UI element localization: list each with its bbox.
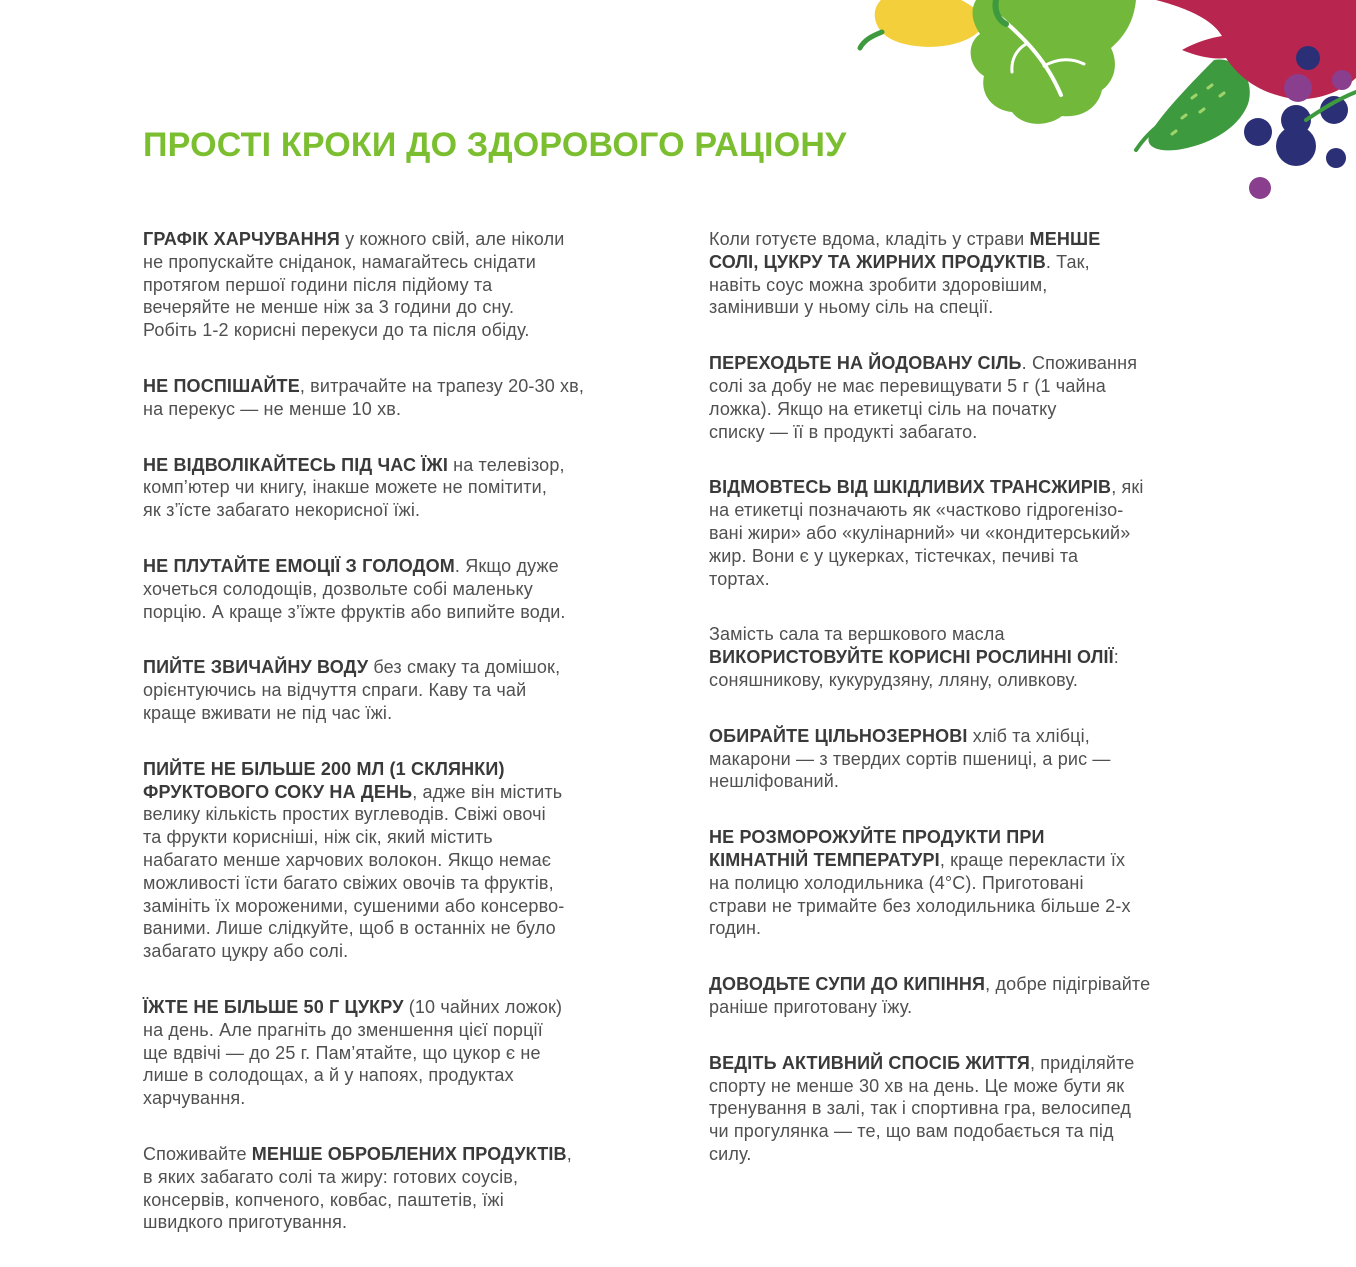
emphasis-text: НЕ ВІДВОЛІКАЙТЕСЬ ПІД ЧАС ЇЖІ bbox=[143, 454, 448, 475]
advice-paragraph bbox=[143, 758, 643, 963]
body-text: годин. bbox=[709, 918, 762, 939]
emphasis-text: ФРУКТОВОГО СОКУ НА ДЕНЬ bbox=[143, 781, 413, 802]
body-text: чи прогулянка — те, що вам подобається та під bbox=[709, 1121, 1114, 1142]
emphasis-text: МЕНШЕ ОБРОБЛЕНИХ ПРОДУКТІВ bbox=[251, 1143, 567, 1164]
body-text: харчування. bbox=[143, 1088, 246, 1109]
body-text: та фрукти корисніші, ніж сік, який містить bbox=[143, 827, 493, 848]
body-text: на етикетці позначають як «частково гідрогенізо- bbox=[709, 500, 1124, 521]
body-text: тренування в залі, так і спортивна гра, велосипед bbox=[709, 1098, 1132, 1119]
body-text: лише в солодощах, а й у напоях, продуктах bbox=[143, 1065, 514, 1086]
emphasis-text: НЕ РОЗМОРОЖУЙТЕ ПРОДУКТИ ПРИ bbox=[709, 827, 1045, 848]
body-text: хліб та хлібці, bbox=[967, 725, 1090, 746]
body-text: , адже він містить bbox=[412, 781, 563, 802]
body-text: , краще перекласти їх bbox=[939, 849, 1126, 870]
advice-paragraph bbox=[143, 375, 643, 421]
body-text: страви не тримайте без холодильника більше 2-х bbox=[709, 895, 1131, 916]
body-text: : bbox=[1113, 647, 1119, 668]
body-text: вечеряйте не менше ніж за 3 години до сну. bbox=[143, 297, 515, 318]
advice-paragraph bbox=[709, 973, 1209, 1019]
body-text: порцію. А краще з’їжте фруктів або випийте води. bbox=[143, 601, 566, 622]
body-text: як з’їсте забагато некорисної їжі. bbox=[143, 500, 421, 521]
advice-paragraph bbox=[709, 623, 1209, 691]
body-text: . Якщо дуже bbox=[454, 555, 559, 576]
advice-paragraph bbox=[143, 1143, 643, 1234]
body-text: , які bbox=[1111, 477, 1144, 498]
body-text: замініть їх мороженими, сушеними або консерво- bbox=[143, 895, 565, 916]
body-text: без смаку та домішок, bbox=[368, 657, 561, 678]
advice-paragraph bbox=[709, 1052, 1209, 1166]
body-text: на перекус — не менше 10 хв. bbox=[143, 398, 402, 419]
body-text: швидкого приготування. bbox=[143, 1212, 348, 1233]
body-text: макарони — з твердих сортів пшениці, а рис — bbox=[709, 748, 1111, 769]
emphasis-text: ОБИРАЙТЕ ЦІЛЬНОЗЕРНОВІ bbox=[709, 725, 968, 746]
body-text: силу. bbox=[709, 1143, 752, 1164]
body-text: краще вживати не під час їжі. bbox=[143, 702, 393, 723]
body-text: , витрачайте на трапезу 20-30 хв, bbox=[299, 375, 585, 396]
body-text: , bbox=[566, 1143, 572, 1164]
body-text: тортах. bbox=[709, 568, 770, 589]
body-text: забагато цукру або солі. bbox=[143, 941, 349, 962]
body-text: солі за добу не має перевищувати 5 г (1 чайна bbox=[709, 375, 1106, 396]
advice-paragraph bbox=[709, 352, 1209, 443]
body-text: консервів, копченого, ковбас, паштетів, їжі bbox=[143, 1189, 504, 1210]
emphasis-text: СОЛІ, ЦУКРУ ТА ЖИРНИХ ПРОДУКТІВ bbox=[709, 251, 1046, 272]
advice-paragraph bbox=[143, 454, 643, 522]
advice-paragraph bbox=[143, 555, 643, 623]
body-text: хочеться солодощів, дозвольте собі маленьку bbox=[143, 578, 533, 599]
vegetables-decoration bbox=[836, 0, 1356, 210]
beet-icon bbox=[1156, 0, 1356, 99]
advice-paragraph bbox=[709, 476, 1209, 590]
body-text: на день. Але прагніть до зменшення цієї порції bbox=[143, 1019, 543, 1040]
body-text: . Так, bbox=[1045, 251, 1090, 272]
emphasis-text: КІМНАТНІЙ ТЕМПЕРАТУРІ bbox=[709, 849, 940, 870]
body-text: нешліфований. bbox=[709, 771, 840, 792]
emphasis-text: ВЕДІТЬ АКТИВНИЙ СПОСІБ ЖИТТЯ bbox=[709, 1052, 1030, 1073]
body-text: соняшникову, кукурудзяну, лляну, оливкову. bbox=[709, 669, 1078, 690]
body-text: . Споживання bbox=[1021, 353, 1138, 374]
emphasis-text: ДОВОДЬТЕ СУПИ ДО КИПІННЯ bbox=[709, 974, 986, 995]
advice-paragraph bbox=[709, 228, 1209, 319]
body-text: списку — її в продукті забагато. bbox=[709, 421, 978, 442]
body-text: на полицю холодильника (4°С). Приготовані bbox=[709, 872, 1084, 893]
body-text: не пропускайте сніданок, намагайтесь снідати bbox=[143, 251, 536, 272]
advice-paragraph bbox=[709, 826, 1209, 940]
body-text: Споживайте bbox=[143, 1143, 252, 1164]
body-text: в яких забагато солі та жиру: готових соусів, bbox=[143, 1166, 519, 1187]
emphasis-text: ГРАФІК ХАРЧУВАННЯ bbox=[143, 229, 340, 249]
body-text: (10 чайних ложок) bbox=[403, 996, 563, 1017]
emphasis-text: ПИЙТЕ НЕ БІЛЬШЕ 200 МЛ (1 СКЛЯНКИ) bbox=[143, 758, 505, 779]
cucumber-icon bbox=[1136, 60, 1250, 151]
body-text: велику кількість простих вуглеводів. Свіжі овочі bbox=[143, 804, 546, 825]
advice-paragraph bbox=[143, 228, 643, 342]
body-text: , приділяйте bbox=[1029, 1052, 1135, 1073]
emphasis-text: НЕ ПЛУТАЙТЕ ЕМОЦІЇ З ГОЛОДОМ bbox=[143, 555, 455, 576]
advice-paragraph bbox=[143, 996, 643, 1110]
body-text: вані жири» або «кулінарний» чи «кондитерський» bbox=[709, 522, 1131, 543]
pepper-icon bbox=[860, 0, 986, 48]
advice-paragraph bbox=[143, 656, 643, 724]
advice-paragraph bbox=[709, 725, 1209, 793]
left-column bbox=[143, 228, 643, 1267]
body-text: на телевізор, bbox=[447, 454, 565, 475]
page-title: ПРОСТІ КРОКИ ДО ЗДОРОВОГО РАЦІОНУ bbox=[143, 126, 847, 164]
body-text: спорту не менше 30 хв на день. Це може бути як bbox=[709, 1075, 1125, 1096]
body-text: орієнтуючись на відчуття спраги. Каву та чай bbox=[143, 680, 527, 701]
body-text: протягом першої години після підйому та bbox=[143, 274, 493, 295]
body-text: Робіть 1-2 корисні перекуси до та після обіду. bbox=[143, 320, 530, 341]
body-text: комп’ютер чи книгу, інакше можете не помітити, bbox=[143, 477, 547, 498]
body-text: навіть соус можна зробити здоровішим, bbox=[709, 274, 1048, 295]
body-text: жир. Вони є у цукерках, тістечках, печиві та bbox=[709, 545, 1079, 566]
body-text: можливості їсти багато свіжих овочів та фруктів, bbox=[143, 872, 554, 893]
emphasis-text: ВИКОРИСТОВУЙТЕ КОРИСНІ РОСЛИННІ ОЛІЇ bbox=[709, 647, 1114, 668]
emphasis-text: НЕ ПОСПІШАЙТЕ bbox=[143, 375, 300, 396]
emphasis-text: МЕНШЕ bbox=[1029, 229, 1101, 249]
body-text: раніше приготовану їжу. bbox=[709, 996, 913, 1017]
body-text: Коли готуєте вдома, кладіть у страви bbox=[709, 229, 1030, 249]
right-column bbox=[709, 228, 1209, 1199]
body-text: замінивши у ньому сіль на спеції. bbox=[709, 297, 994, 318]
body-text: ще вдвічі — до 25 г. Пам’ятайте, що цукор є не bbox=[143, 1042, 541, 1063]
emphasis-text: ВІДМОВТЕСЬ ВІД ШКІДЛИВИХ ТРАНСЖИРІВ bbox=[709, 477, 1112, 498]
emphasis-text: ПЕРЕХОДЬТЕ НА ЙОДОВАНУ СІЛЬ bbox=[709, 353, 1022, 374]
body-text: Замість сала та вершкового масла bbox=[709, 624, 1005, 645]
emphasis-text: ПИЙТЕ ЗВИЧАЙНУ ВОДУ bbox=[143, 657, 369, 678]
lettuce-icon bbox=[971, 0, 1136, 124]
body-text: у кожного свій, але ніколи bbox=[339, 229, 565, 249]
body-text: , добре підігрівайте bbox=[985, 974, 1151, 995]
body-text: ложка). Якщо на етикетці сіль на початку bbox=[709, 398, 1057, 419]
body-text: набагато менше харчових волокон. Якщо немає bbox=[143, 849, 552, 870]
emphasis-text: ЇЖТЕ НЕ БІЛЬШЕ 50 Г ЦУКРУ bbox=[143, 996, 404, 1017]
body-text: ваними. Лише слідкуйте, щоб в останніх не було bbox=[143, 918, 556, 939]
